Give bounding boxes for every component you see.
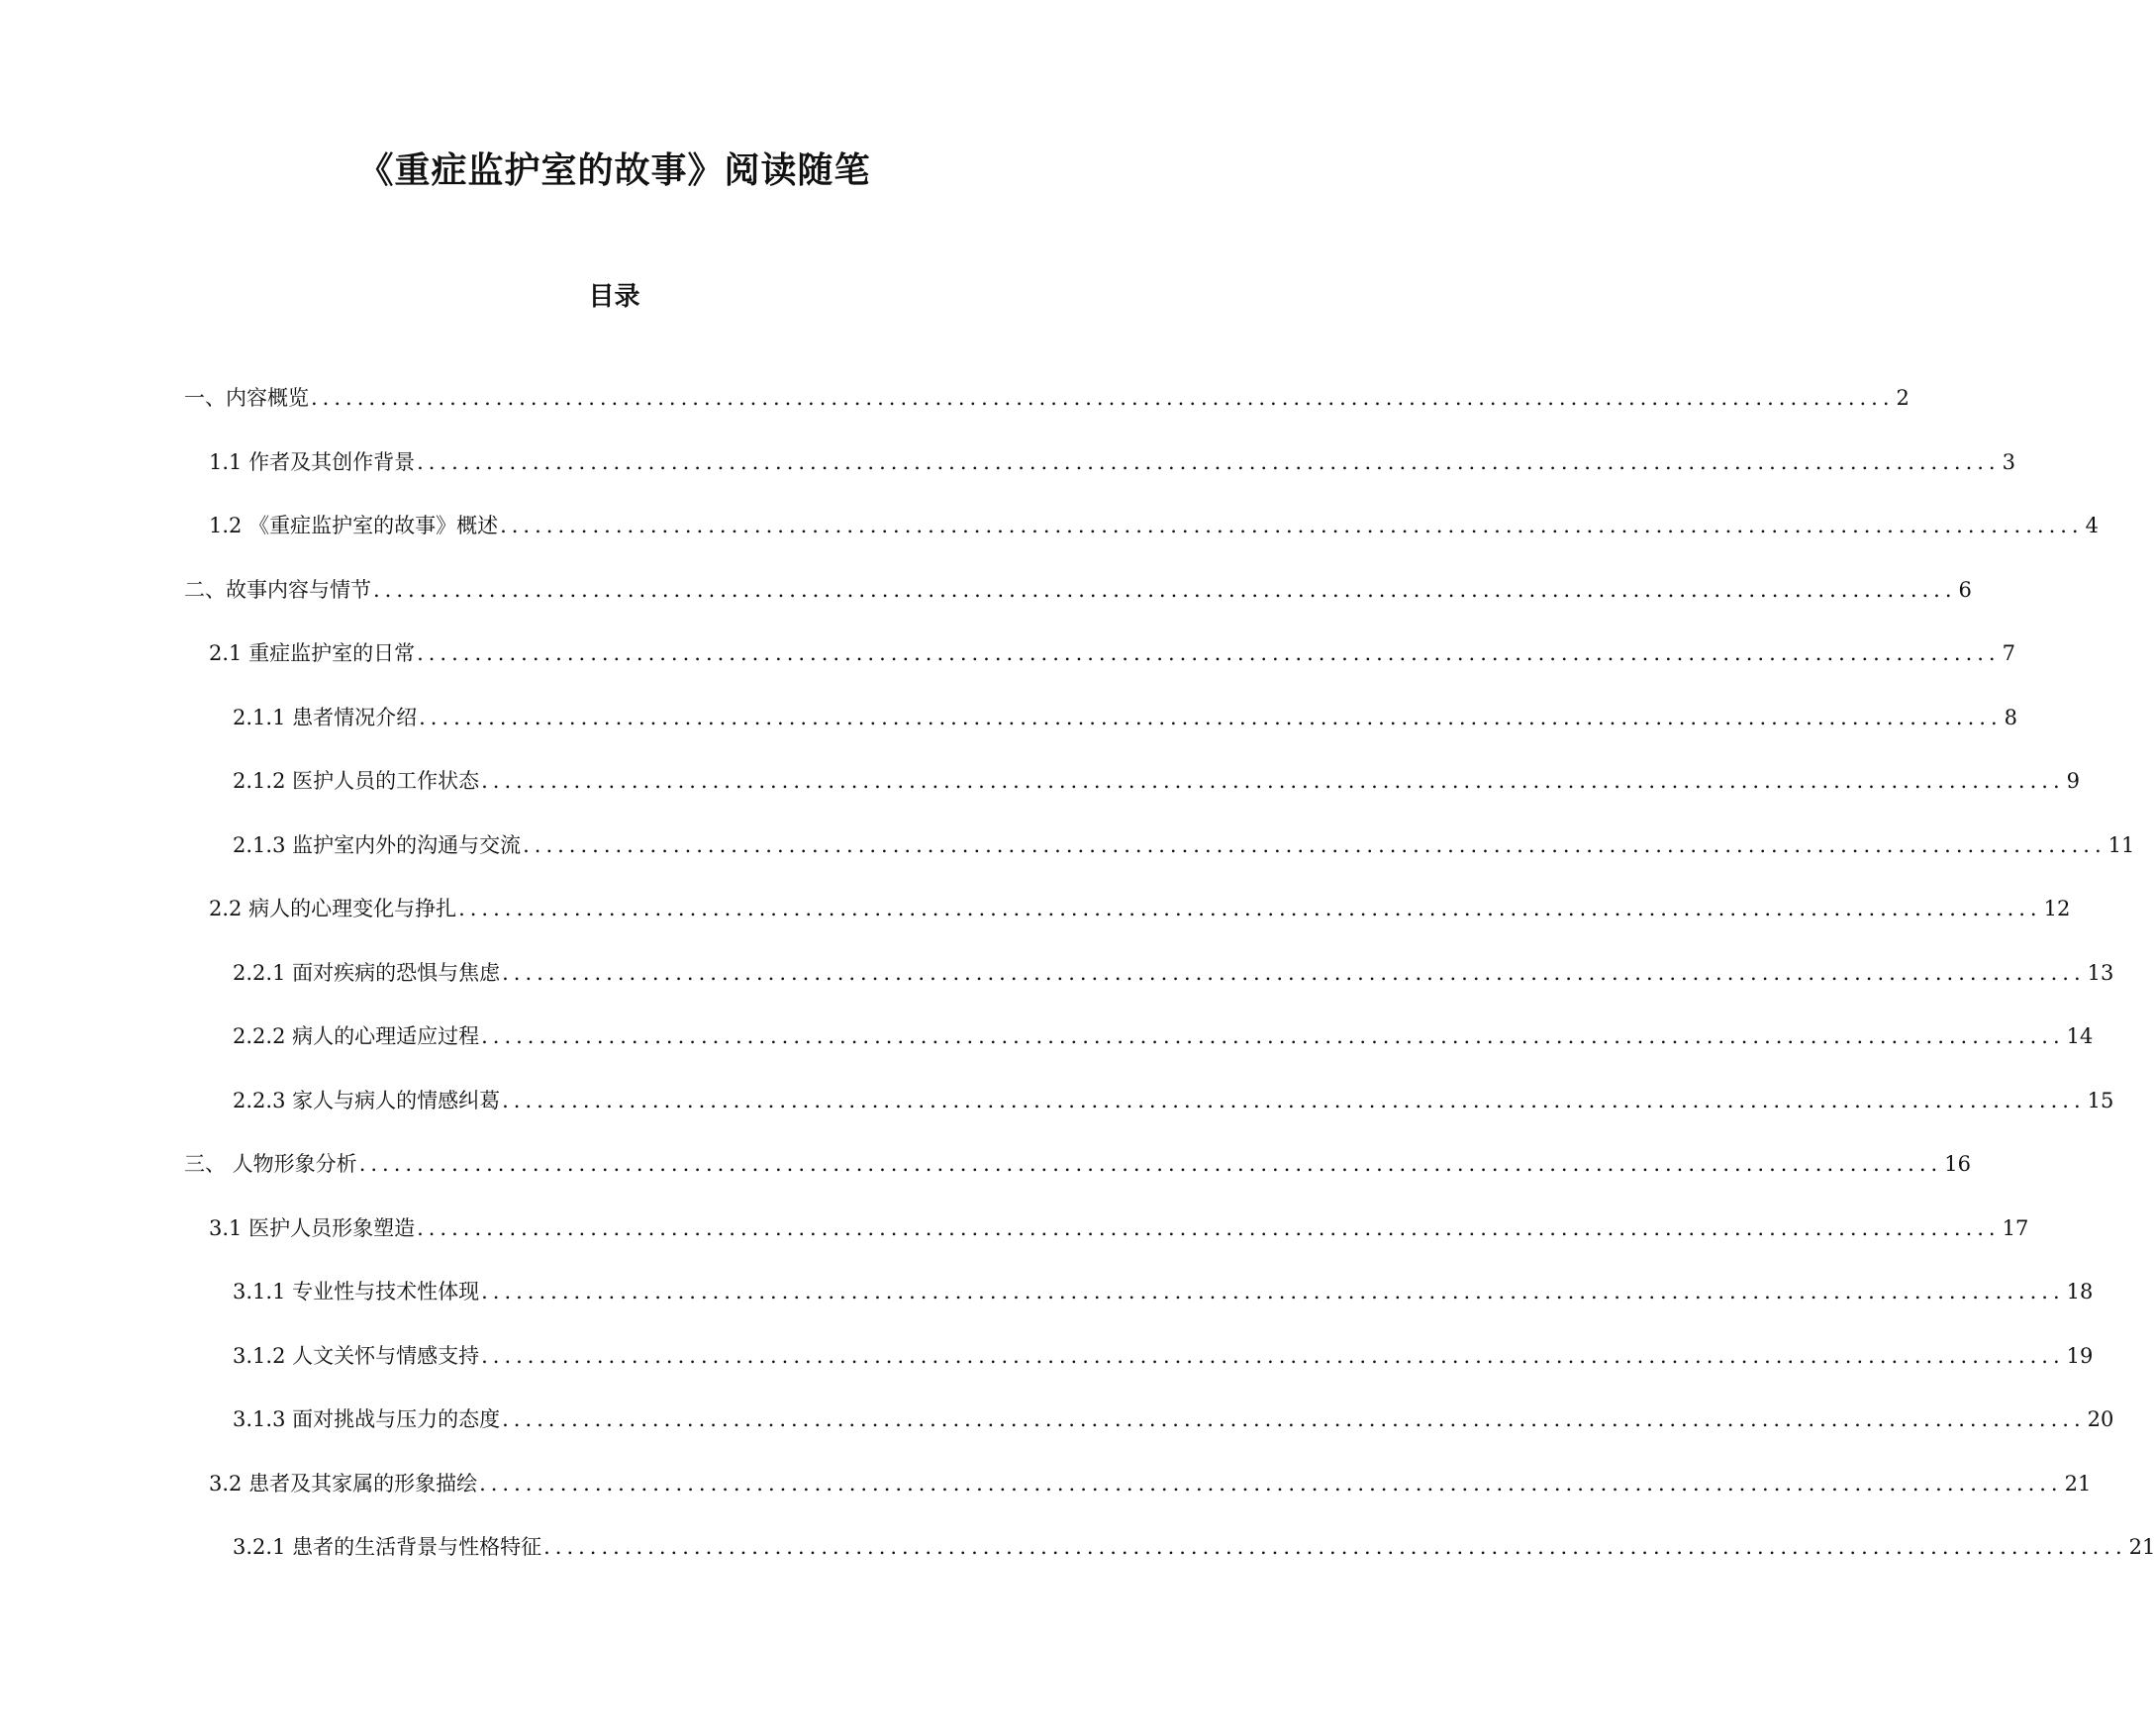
toc-entry-label: 二、故事内容与情节 — [184, 578, 371, 602]
document-title: 《重症监护室的故事》阅读随笔 — [357, 149, 871, 191]
toc-entry[interactable] — [233, 1530, 2155, 1564]
toc-entry-label: 1.2 《重症监护室的故事》概述 — [209, 514, 499, 537]
toc-entry-page-number: 18 — [2066, 1280, 2094, 1303]
toc-entry-page-number: 21 — [2128, 1535, 2155, 1559]
toc-entry-page-number: 13 — [2087, 961, 2114, 985]
toc-dot-leader: ......................................................................................................................................... — [417, 450, 2001, 474]
toc-entry[interactable] — [184, 1147, 1971, 1181]
toc-entry-label: 2.2.1 面对疾病的恐惧与焦虑 — [233, 961, 501, 985]
toc-dot-leader: ......................................................................................................................................... — [502, 1407, 2086, 1431]
toc-entry-page-number: 20 — [2087, 1407, 2114, 1431]
toc-dot-leader: ......................................................................................................................................... — [481, 769, 2065, 793]
toc-entry-label: 2.2.3 家人与病人的情感纠葛 — [233, 1089, 501, 1112]
toc-heading: 目录 — [588, 282, 640, 312]
toc-entry-page-number: 6 — [1958, 578, 1972, 602]
toc-entry-page-number: 19 — [2066, 1344, 2094, 1368]
toc-entry-page-number: 3 — [2002, 450, 2015, 474]
toc-dot-leader: ......................................................................................................................................... — [523, 833, 2106, 857]
toc-dot-leader: ......................................................................................................................................... — [358, 1152, 1943, 1176]
toc-dot-leader: ......................................................................................................................................... — [481, 1280, 2065, 1303]
toc-dot-leader: ......................................................................................................................................... — [419, 706, 2003, 729]
toc-entry[interactable] — [209, 892, 2071, 925]
toc-entry[interactable] — [209, 509, 2099, 542]
toc-entry-page-number: 2 — [1896, 386, 1910, 410]
toc-entry-label: 3.2.1 患者的生活背景与性格特征 — [233, 1535, 542, 1559]
toc-entry-page-number: 4 — [2085, 514, 2099, 537]
toc-dot-leader: ......................................................................................................................................... — [311, 386, 1895, 410]
toc-entry-label: 2.1.2 医护人员的工作状态 — [233, 769, 480, 793]
toc-entry-page-number: 7 — [2002, 641, 2015, 665]
toc-entry[interactable] — [233, 828, 2135, 862]
toc-dot-leader: ......................................................................................................................................... — [502, 961, 2086, 985]
toc-dot-leader: ......................................................................................................................................... — [479, 1472, 2063, 1495]
toc-entry[interactable] — [209, 636, 2015, 670]
toc-entry-label: 2.2.2 病人的心理适应过程 — [233, 1024, 480, 1048]
toc-entry[interactable] — [233, 1084, 2114, 1117]
toc-entry-label: 3.1.1 专业性与技术性体现 — [233, 1280, 480, 1303]
toc-entry[interactable] — [233, 764, 2080, 798]
toc-dot-leader: ......................................................................................................................................... — [500, 514, 2084, 537]
toc-entry-label: 3.1 医护人员形象塑造 — [209, 1216, 416, 1240]
toc-entry-label: 2.1 重症监护室的日常 — [209, 641, 416, 665]
toc-entry-page-number: 15 — [2087, 1089, 2114, 1112]
toc-entry-page-number: 12 — [2043, 897, 2071, 920]
toc-entry-label: 三、 人物形象分析 — [184, 1152, 357, 1176]
toc-entry[interactable] — [233, 1019, 2094, 1053]
toc-entry-label: 一、内容概览 — [184, 386, 309, 410]
toc-entry-label: 2.1.3 监护室内外的沟通与交流 — [233, 833, 522, 857]
toc-entry-page-number: 11 — [2107, 833, 2135, 857]
toc-dot-leader: ......................................................................................................................................... — [481, 1344, 2065, 1368]
toc-entry[interactable] — [233, 1402, 2114, 1436]
toc-entry-page-number: 14 — [2066, 1024, 2094, 1048]
toc-entry[interactable] — [184, 381, 1910, 415]
toc-entry[interactable] — [233, 1339, 2094, 1373]
toc-entry-page-number: 17 — [2002, 1216, 2029, 1240]
toc-entry[interactable] — [209, 445, 2015, 479]
toc-entry-label: 1.1 作者及其创作背景 — [209, 450, 416, 474]
toc-entry-label: 3.2 患者及其家属的形象描绘 — [209, 1472, 478, 1495]
toc-entry[interactable] — [209, 1211, 2029, 1245]
toc-entry[interactable] — [233, 1275, 2094, 1308]
toc-entry-label: 2.1.1 患者情况介绍 — [233, 706, 418, 729]
toc-dot-leader: ......................................................................................................................................... — [458, 897, 2042, 920]
toc-dot-leader: ......................................................................................................................................... — [417, 641, 2001, 665]
toc-entry-label: 3.1.3 面对挑战与压力的态度 — [233, 1407, 501, 1431]
toc-dot-leader: ......................................................................................................................................... — [417, 1216, 2001, 1240]
toc-entry-page-number: 8 — [2004, 706, 2017, 729]
toc-entry-label: 2.2 病人的心理变化与挣扎 — [209, 897, 457, 920]
toc-dot-leader: ......................................................................................................................................... — [481, 1024, 2065, 1048]
toc-entry[interactable] — [184, 573, 1972, 607]
toc-dot-leader: ......................................................................................................................................... — [373, 578, 1957, 602]
toc-dot-leader: ......................................................................................................................................... — [502, 1089, 2086, 1112]
toc-entry-page-number: 16 — [1944, 1152, 1971, 1176]
toc-entry-page-number: 9 — [2066, 769, 2080, 793]
toc-entry-page-number: 21 — [2064, 1472, 2092, 1495]
toc-dot-leader: ......................................................................................................................................... — [543, 1535, 2127, 1559]
toc-entry[interactable] — [209, 1467, 2092, 1500]
toc-entry[interactable] — [233, 956, 2114, 990]
toc-entry-label: 3.1.2 人文关怀与情感支持 — [233, 1344, 480, 1368]
toc-entry[interactable] — [233, 701, 2017, 734]
